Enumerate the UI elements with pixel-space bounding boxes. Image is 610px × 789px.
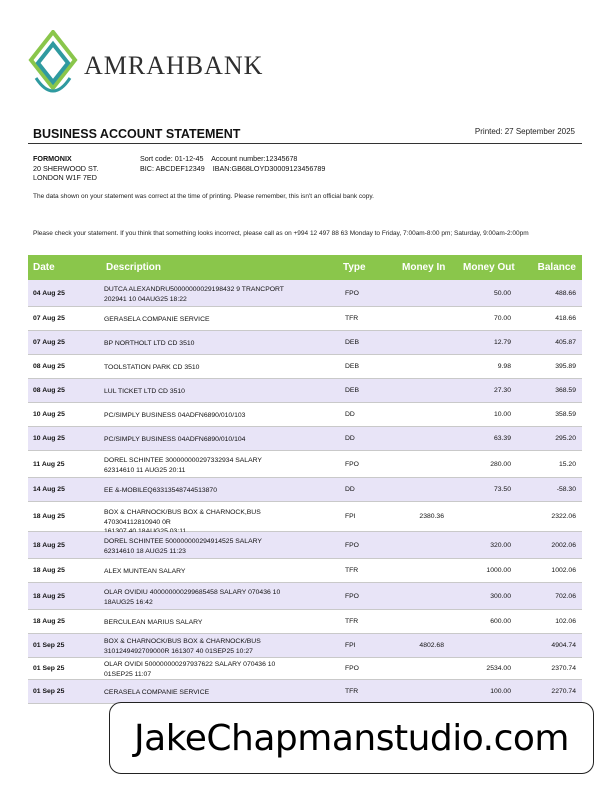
table-row <box>28 610 582 634</box>
cell-type: FPI <box>345 642 356 649</box>
cell-description <box>104 637 294 656</box>
cell-description <box>104 567 294 577</box>
cell-money-out: 12.79 <box>493 339 511 346</box>
cell-date: 18 Aug 25 <box>33 593 65 600</box>
sort-code-line: Sort code: 01-12-45 Account number:12345678 <box>140 154 298 163</box>
cell-date: 10 Aug 25 <box>33 435 65 442</box>
cell-money-out: 600.00 <box>490 618 511 625</box>
cell-date: 08 Aug 25 <box>33 387 65 394</box>
header-date: Date <box>33 262 55 273</box>
cell-description <box>104 618 294 628</box>
cell-type: DEB <box>345 339 359 346</box>
table-row <box>28 355 582 379</box>
table-row <box>28 280 582 307</box>
description-line-2: 18AUG25 16:42 <box>104 598 153 606</box>
description-line-1: PC/SIMPLY BUSINESS 04ADFN6890/010/104 <box>104 436 246 443</box>
table-row <box>28 634 582 658</box>
description-line-1: BOX & CHARNOCK/BUS BOX & CHARNOCK/BUS <box>104 638 261 645</box>
description-line-1: OLAR OVIDIU 400000000299685458 SALARY 070436 10 <box>104 589 281 596</box>
table-row <box>28 658 582 680</box>
cell-description <box>104 537 294 556</box>
description-line-1: OLAR OVIDI 500000000297937622 SALARY 070436 10 <box>104 661 276 668</box>
table-row <box>28 532 582 559</box>
cell-type: FPO <box>345 593 359 600</box>
description-line-2: 62314610 11 AUG25 20:11 <box>104 466 186 474</box>
description-line-1: BOX & CHARNOCK/BUS BOX & CHARNOCK,BUS 470304112810940 0R <box>104 509 261 526</box>
iban-line: BIC: ABCDEF12349 IBAN:GB68LOYD30009123456789 <box>140 163 326 173</box>
cell-money-out: 280.00 <box>490 461 511 468</box>
table-row <box>28 451 582 478</box>
header-balance: Balance <box>537 262 576 273</box>
cell-balance: 1002.06 <box>551 567 576 574</box>
address-line-2: LONDON W1F 7ED <box>33 173 97 182</box>
contact-note: Please check your statement. If you think that something looks incorrect, please call as on +994 12 497 88 63 Monday to Friday, 7:00am-8:00 pm; Saturday, 9:00am-2:00pm <box>33 230 529 237</box>
cell-date: 07 Aug 25 <box>33 315 65 322</box>
description-line-2: 202941 10 04AUG25 18:22 <box>104 295 187 303</box>
printed-date: Printed: 27 September 2025 <box>474 127 575 136</box>
cell-description <box>104 435 294 445</box>
cell-description <box>104 456 294 475</box>
cell-type: TFR <box>345 567 359 574</box>
cell-money-in: 4802.68 <box>419 642 444 649</box>
cell-date: 01 Sep 25 <box>33 642 65 649</box>
cell-type: DD <box>345 486 355 493</box>
table-body <box>28 280 582 704</box>
cell-type: FPO <box>345 665 359 672</box>
cell-date: 10 Aug 25 <box>33 411 65 418</box>
cell-description <box>104 588 294 607</box>
table-row <box>28 502 582 532</box>
cell-balance: 2002.06 <box>551 542 576 549</box>
cell-type: FPO <box>345 542 359 549</box>
description-line-1: PC/SIMPLY BUSINESS 04ADFN6890/010/103 <box>104 412 246 419</box>
description-line-1: GERASELA COMPANIE SERVICE <box>104 316 210 323</box>
cell-description <box>104 285 294 304</box>
cell-money-out: 9.98 <box>497 363 511 370</box>
header-money-in: Money In <box>402 262 446 273</box>
cell-type: TFR <box>345 688 359 695</box>
cell-date: 11 Aug 25 <box>33 461 65 468</box>
cell-date: 14 Aug 25 <box>33 486 65 493</box>
bank-logo-icon <box>28 30 78 104</box>
table-row <box>28 403 582 427</box>
cell-money-out: 50.00 <box>493 290 511 297</box>
cell-date: 18 Aug 25 <box>33 567 65 574</box>
description-line-2: 01SEP25 11:07 <box>104 670 152 678</box>
cell-money-in: 2380.36 <box>419 513 444 520</box>
description-line-1: DUTCA ALEXANDRU50000000029198432 9 TRANCPORT <box>104 286 284 293</box>
cell-balance: 488.66 <box>555 290 576 297</box>
cell-description <box>104 486 294 496</box>
cell-balance: 702.06 <box>555 593 576 600</box>
table-row <box>28 307 582 331</box>
cell-description <box>104 411 294 421</box>
cell-type: DD <box>345 435 355 442</box>
cell-description <box>104 688 294 698</box>
cell-money-out: 73.50 <box>493 486 511 493</box>
description-line-1: EE &-MOBILEQ63313548744513870 <box>104 487 217 494</box>
cell-type: DEB <box>345 387 359 394</box>
cell-date: 04 Aug 25 <box>33 290 65 297</box>
table-row <box>28 680 582 704</box>
cell-money-out: 63.39 <box>493 435 511 442</box>
cell-type: DD <box>345 411 355 418</box>
cell-type: FPI <box>345 513 356 520</box>
bank-name: AMRAHBANK <box>84 51 264 80</box>
cell-money-out: 100.00 <box>490 688 511 695</box>
cell-balance: 418.66 <box>555 315 576 322</box>
cell-description <box>104 339 294 349</box>
cell-type: TFR <box>345 618 359 625</box>
cell-money-out: 300.00 <box>490 593 511 600</box>
cell-type: FPO <box>345 461 359 468</box>
cell-description <box>104 660 294 679</box>
cell-date: 18 Aug 25 <box>33 618 65 625</box>
cell-balance: 358.59 <box>555 411 576 418</box>
description-line-1: BERCULEAN MARIUS SALARY <box>104 619 203 626</box>
cell-balance: 15.20 <box>558 461 576 468</box>
cell-balance: 2370.74 <box>551 665 576 672</box>
cell-money-out: 1000.00 <box>486 567 511 574</box>
transactions-table <box>28 255 582 704</box>
cell-type: FPO <box>345 290 359 297</box>
description-line-1: CERASELA COMPANIE SERVICE <box>104 689 210 696</box>
cell-type: TFR <box>345 315 359 322</box>
cell-money-out: 320.00 <box>490 542 511 549</box>
watermark: JakeChapmanstudio.com <box>109 702 594 774</box>
description-line-1: TOOLSTATION PARK CD 3510 <box>104 364 200 371</box>
accuracy-note: The data shown on your statement was correct at the time of printing. Please remember, this isn't an official bank copy. <box>33 193 374 200</box>
cell-description <box>104 363 294 373</box>
cell-money-out: 2534.00 <box>486 665 511 672</box>
cell-balance: 102.06 <box>555 618 576 625</box>
description-line-1: BP NORTHOLT LTD CD 3510 <box>104 340 195 347</box>
header-money-out: Money Out <box>463 262 515 273</box>
cell-balance: -58.30 <box>556 486 576 493</box>
cell-balance: 2270.74 <box>551 688 576 695</box>
table-row <box>28 559 582 583</box>
cell-money-out: 70.00 <box>493 315 511 322</box>
cell-description <box>104 387 294 397</box>
description-line-2: 3101249492709000R 161307 40 01SEP25 10:27 <box>104 647 253 655</box>
cell-money-out: 27.30 <box>493 387 511 394</box>
cell-date: 18 Aug 25 <box>33 513 65 520</box>
cell-money-out: 10.00 <box>493 411 511 418</box>
cell-balance: 368.59 <box>555 387 576 394</box>
cell-balance: 2322.06 <box>551 513 576 520</box>
description-line-1: ALEX MUNTEAN SALARY <box>104 568 186 575</box>
table-row <box>28 427 582 451</box>
description-line-2: 62314610 18 AUG25 11:23 <box>104 547 186 555</box>
cell-date: 18 Aug 25 <box>33 542 65 549</box>
address-line-1: 20 SHERWOOD ST. <box>33 163 99 173</box>
account-details <box>140 154 325 173</box>
cell-date: 01 Sep 25 <box>33 688 65 695</box>
header-type: Type <box>343 262 366 273</box>
cell-balance: 405.87 <box>555 339 576 346</box>
description-line-1: DOREL SCHINTEE 500000000294914525 SALARY <box>104 538 262 545</box>
cell-balance: 295.20 <box>555 435 576 442</box>
table-header <box>28 255 582 280</box>
cell-type: DEB <box>345 363 359 370</box>
company-name: FORMONIX <box>33 154 72 163</box>
statement-title: BUSINESS ACCOUNT STATEMENT <box>33 127 241 141</box>
cell-date: 01 Sep 25 <box>33 665 65 672</box>
cell-description <box>104 315 294 325</box>
cell-date: 07 Aug 25 <box>33 339 65 346</box>
table-row <box>28 331 582 355</box>
table-row <box>28 478 582 502</box>
cell-balance: 4904.74 <box>551 642 576 649</box>
header-description: Description <box>106 262 162 273</box>
description-line-1: LUL TICKET LTD CD 3510 <box>104 388 185 395</box>
customer-address <box>33 154 98 183</box>
title-divider <box>28 143 582 144</box>
description-line-1: DOREL SCHINTEE 300000000297332934 SALARY <box>104 457 262 464</box>
table-row <box>28 379 582 403</box>
cell-date: 08 Aug 25 <box>33 363 65 370</box>
table-row <box>28 583 582 610</box>
cell-balance: 395.89 <box>555 363 576 370</box>
